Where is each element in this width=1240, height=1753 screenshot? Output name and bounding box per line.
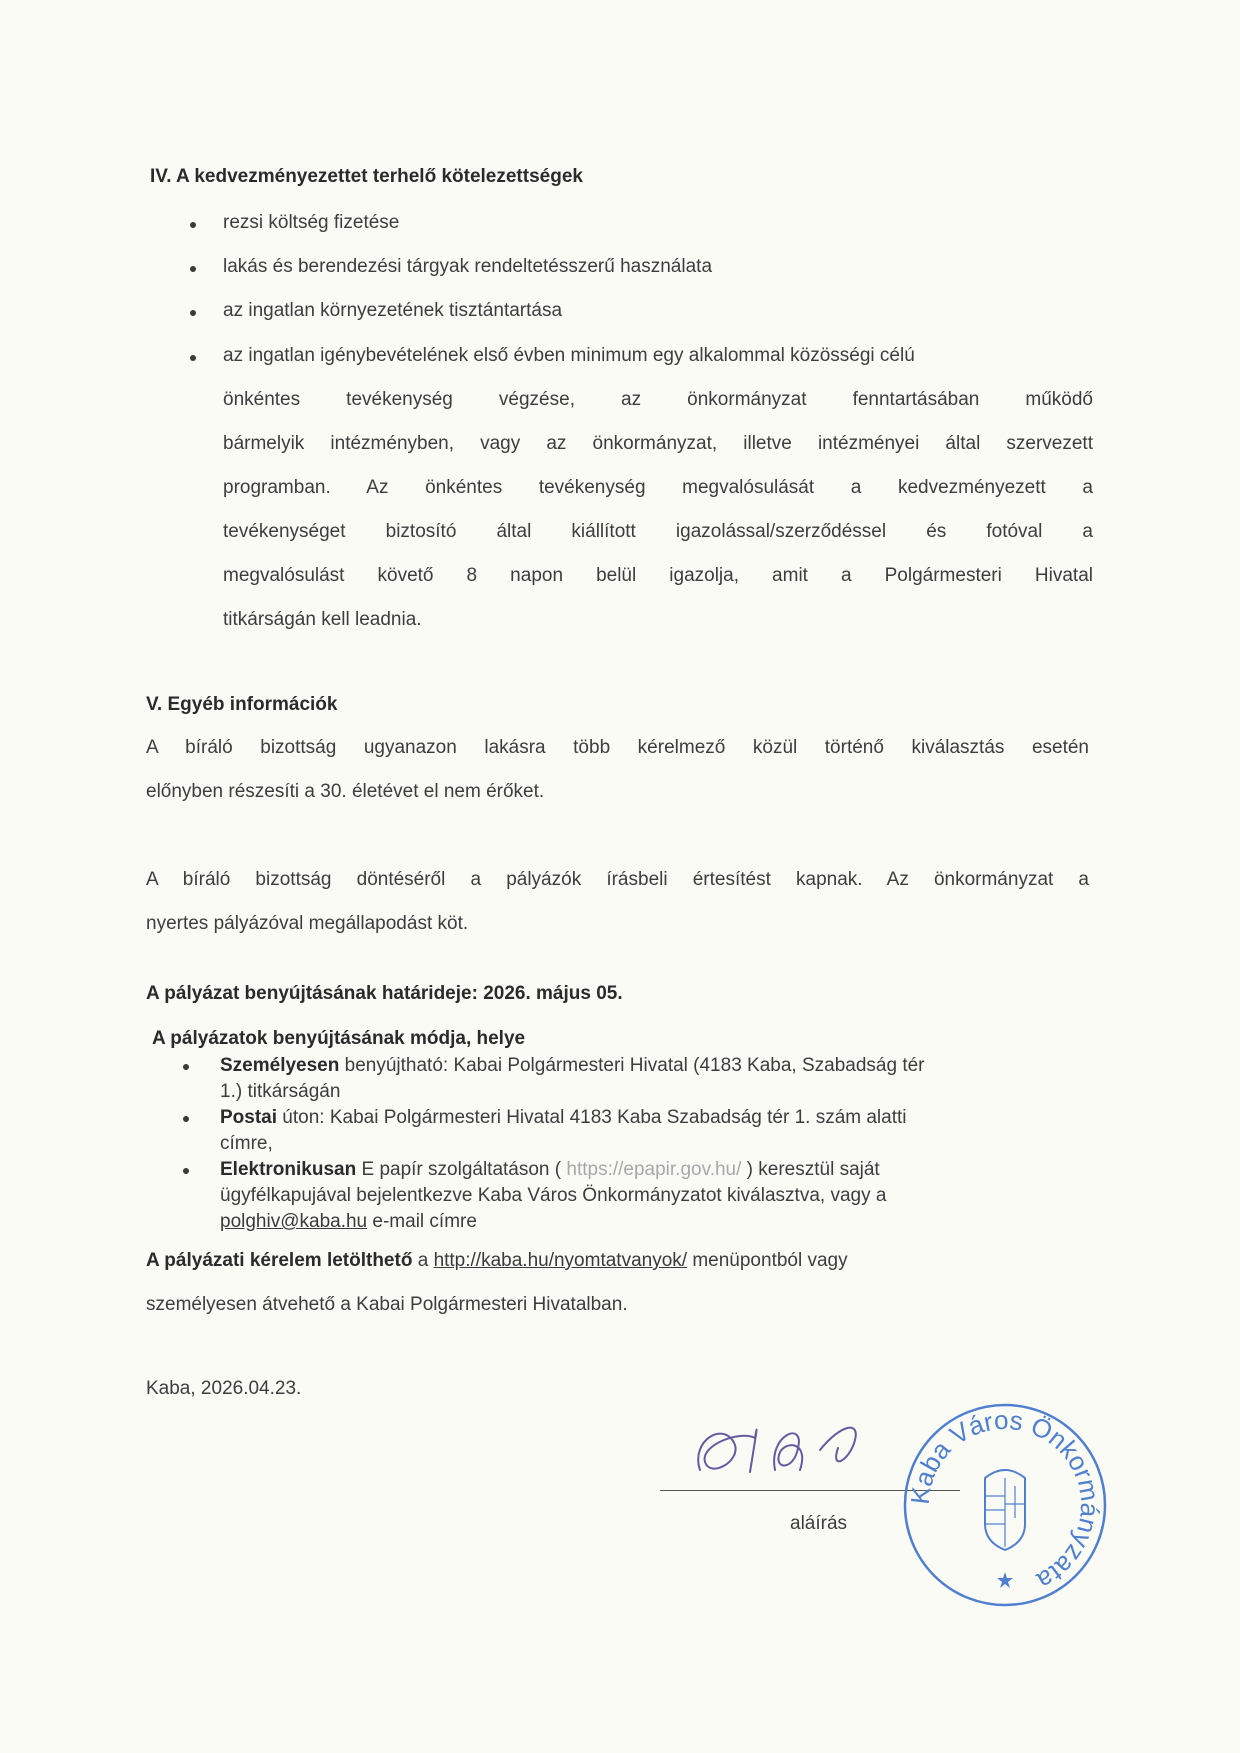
text-line: személyesen átvehető a Kabai Polgármesteri Hivatalban. <box>146 1294 628 1315</box>
list-item <box>150 300 1050 330</box>
coat-of-arms-icon <box>985 1470 1025 1550</box>
text-line: A bíráló bizottság döntéséről a pályázók írásbeli értesítést kapnak. Az önkormányzat a <box>146 869 1089 890</box>
section-iv-heading: IV. A kedvezményezettet terhelő kötelezettségek <box>150 166 583 187</box>
method-text-cont: 1.) titkárságán <box>220 1081 341 1102</box>
method-text: e-mail címre <box>367 1211 477 1232</box>
text: menüpontból vagy <box>687 1250 848 1271</box>
method-label: Személyesen <box>220 1055 340 1076</box>
text-line: önkéntes tevékenység végzése, az önkormányzat fenntartásában működő <box>223 389 1093 410</box>
text-line: programban. Az önkéntes tevékenység megvalósulását a kedvezményezett a <box>223 477 1093 498</box>
text-line: megvalósulást követő 8 napon belül igazolja, amit a Polgármesteri Hivatal <box>223 565 1093 586</box>
method-text: benyújtható: Kabai Polgármesteri Hivatal (4183 Kaba, Szabadság tér <box>339 1055 925 1076</box>
deadline: A pályázat benyújtásának határideje: 2026. május 05. <box>146 983 623 1004</box>
list-item-personal <box>150 1053 1100 1105</box>
text-line: az ingatlan igénybevételének első évben minimum egy alkalommal közösségi célú <box>223 345 915 366</box>
submission-list <box>150 1053 1100 1235</box>
bullet-icon <box>183 1168 189 1174</box>
bullet-icon <box>190 266 196 272</box>
forms-link[interactable]: http://kaba.hu/nyomtatvanyok/ <box>433 1250 688 1271</box>
method-text: ) keresztül saját <box>741 1159 880 1180</box>
bullet-icon <box>190 355 196 361</box>
download-paragraph <box>146 1239 1096 1327</box>
place-date: Kaba, 2026.04.23. <box>146 1378 302 1399</box>
list-item-text <box>223 334 1093 642</box>
signature-label: aláírás <box>790 1513 848 1534</box>
list-item-postal <box>150 1105 1100 1157</box>
info-paragraph-2 <box>146 858 1089 946</box>
text-line: bármelyik intézményben, vagy az önkormányzat, illetve intézményei által szervezett <box>223 433 1093 454</box>
list-item <box>150 256 1050 286</box>
method-label: Postai <box>220 1107 278 1128</box>
email-link[interactable]: polghiv@kaba.hu <box>220 1211 368 1232</box>
bullet-icon <box>190 310 196 316</box>
list-item-text: lakás és berendezési tárgyak rendeltetésszerű használata <box>223 256 713 277</box>
method-text: E papír szolgáltatáson ( <box>356 1159 567 1180</box>
stamp-star-icon <box>997 1572 1013 1588</box>
method-label: Elektronikusan <box>220 1159 357 1180</box>
list-item-text: az ingatlan környezetének tisztántartása <box>223 300 563 321</box>
epapir-link[interactable]: https://epapir.gov.hu/ <box>566 1159 742 1180</box>
section-v-heading: V. Egyéb információk <box>146 694 338 715</box>
method-text-cont: ügyfélkapujával bejelentkezve Kaba Város Önkormányzatot kiválasztva, vagy a <box>220 1185 887 1206</box>
bullet-icon <box>190 222 196 228</box>
stamp-text: Kaba Város Önkormányzata <box>904 1404 1106 1597</box>
method-text: úton: Kabai Polgármesteri Hivatal 4183 Kaba Szabadság tér 1. szám alatti <box>277 1107 907 1128</box>
bullet-icon <box>183 1064 189 1070</box>
download-label: A pályázati kérelem letölthető <box>146 1250 413 1271</box>
text-line: előnyben részesíti a 30. életévet el nem érőket. <box>146 781 545 802</box>
info-paragraph-1 <box>146 726 1089 814</box>
bullet-icon <box>183 1116 189 1122</box>
official-stamp <box>900 1400 1110 1610</box>
method-text-cont: címre, <box>220 1133 273 1154</box>
submission-heading: A pályázatok benyújtásának módja, helye <box>152 1028 526 1049</box>
text-line: A bíráló bizottság ugyanazon lakásra több kérelmező közül történő kiválasztás esetén <box>146 737 1089 758</box>
text-line: tevékenységet biztosító által kiállított igazolással/szerződéssel és fotóval a <box>223 521 1093 542</box>
list-item <box>150 212 1050 242</box>
list-item-electronic <box>150 1157 1100 1235</box>
text-line: titkárságán kell leadnia. <box>223 609 422 630</box>
handwritten-signature <box>680 1400 870 1485</box>
text-line: nyertes pályázóval megállapodást köt. <box>146 913 469 934</box>
list-item-text: rezsi költség fizetése <box>223 212 400 233</box>
text: a <box>412 1250 434 1271</box>
